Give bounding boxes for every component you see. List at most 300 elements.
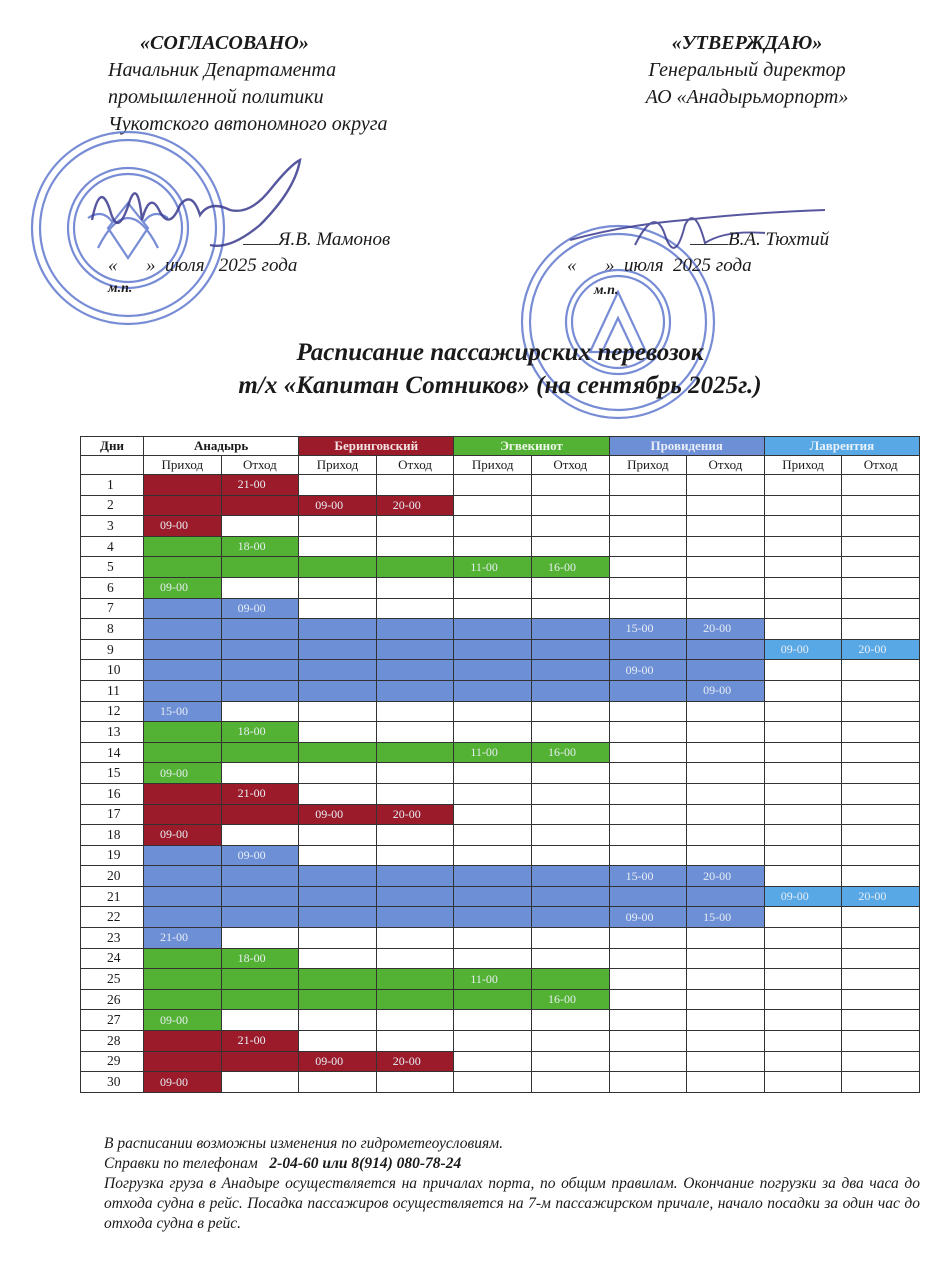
anadyr-arrival-cell [144, 783, 222, 804]
table-row [81, 907, 920, 928]
lavrentiya-departure-cell [842, 475, 920, 496]
provideniya-arrival-cell [609, 495, 687, 516]
provideniya-departure-cell [687, 804, 765, 825]
lavrentiya-departure-cell [842, 763, 920, 784]
day-cell: 28 [81, 1031, 144, 1052]
day-cell: 9 [81, 639, 144, 660]
day-cell: 11 [81, 680, 144, 701]
anadyr-arrival-cell [144, 886, 222, 907]
provideniya-departure-cell [687, 825, 765, 846]
departure-header: Отход [842, 456, 920, 475]
provideniya-arrival-cell [609, 886, 687, 907]
anadyr-arrival-cell [144, 804, 222, 825]
provideniya-arrival-cell [609, 639, 687, 660]
lavrentiya-departure-cell [842, 1010, 920, 1031]
lavrentiya-departure-cell [842, 1051, 920, 1072]
beringovsky-arrival-cell [299, 886, 377, 907]
anadyr-arrival-cell: 09-00 [144, 516, 222, 537]
beringovsky-departure-cell [376, 475, 454, 496]
beringovsky-arrival-cell [299, 742, 377, 763]
egvekinot-arrival-cell: 11-00 [454, 557, 532, 578]
lavrentiya-arrival-cell [764, 969, 842, 990]
lavrentiya-arrival-cell [764, 557, 842, 578]
provideniya-arrival-cell [609, 948, 687, 969]
anadyr-arrival-cell [144, 680, 222, 701]
notes-line-3: Погрузка груза в Анадыре осуществляется на причалах порта, по общим правилам. Окончание погрузки за два часа до отхода судна в рейс. Посадка пассажиров осуществляется на 7-м пассажирском причале, начало посадки за один час до отхода судна в рейс. [104, 1175, 920, 1232]
beringovsky-arrival-cell [299, 701, 377, 722]
port-header-egvekinot: Эгвекинот [454, 437, 609, 456]
provideniya-departure-cell [687, 969, 765, 990]
egvekinot-departure-cell [531, 639, 609, 660]
approval-left-stamp-mark: м.п. [108, 281, 133, 296]
provideniya-arrival-cell [609, 577, 687, 598]
beringovsky-departure-cell: 20-00 [376, 804, 454, 825]
beringovsky-arrival-cell [299, 475, 377, 496]
approval-left-position-2: промышленной политики [108, 86, 324, 108]
lavrentiya-departure-cell [842, 660, 920, 681]
lavrentiya-arrival-cell [764, 495, 842, 516]
egvekinot-departure-cell [531, 804, 609, 825]
beringovsky-departure-cell [376, 1031, 454, 1052]
day-cell: 24 [81, 948, 144, 969]
anadyr-arrival-cell [144, 866, 222, 887]
table-row [81, 989, 920, 1010]
anadyr-arrival-cell [144, 639, 222, 660]
lavrentiya-arrival-cell [764, 763, 842, 784]
table-row [81, 598, 920, 619]
beringovsky-arrival-cell [299, 619, 377, 640]
lavrentiya-departure-cell [842, 825, 920, 846]
day-cell: 26 [81, 989, 144, 1010]
lavrentiya-departure-cell [842, 783, 920, 804]
notes-line-1: В расписании возможны изменения по гидрометеоусловиям. [104, 1135, 503, 1152]
anadyr-arrival-cell [144, 989, 222, 1010]
provideniya-departure-cell [687, 928, 765, 949]
provideniya-arrival-cell [609, 763, 687, 784]
egvekinot-arrival-cell [454, 989, 532, 1010]
egvekinot-departure-cell [531, 577, 609, 598]
egvekinot-arrival-cell [454, 1010, 532, 1031]
departure-header: Отход [687, 456, 765, 475]
egvekinot-arrival-cell [454, 928, 532, 949]
beringovsky-departure-cell [376, 1010, 454, 1031]
port-header-anadyr: Анадырь [144, 437, 299, 456]
approval-right-date: « » июля 2025 года [567, 255, 752, 276]
egvekinot-departure-cell [531, 783, 609, 804]
provideniya-departure-cell [687, 577, 765, 598]
anadyr-arrival-cell [144, 495, 222, 516]
anadyr-arrival-cell [144, 1051, 222, 1072]
lavrentiya-arrival-cell [764, 475, 842, 496]
day-cell: 14 [81, 742, 144, 763]
beringovsky-departure-cell [376, 536, 454, 557]
lavrentiya-arrival-cell [764, 619, 842, 640]
beringovsky-arrival-cell [299, 989, 377, 1010]
provideniya-departure-cell [687, 742, 765, 763]
lavrentiya-arrival-cell [764, 783, 842, 804]
lavrentiya-arrival-cell [764, 989, 842, 1010]
table-row [81, 948, 920, 969]
egvekinot-departure-cell [531, 1072, 609, 1093]
anadyr-departure-cell: 18-00 [221, 722, 299, 743]
provideniya-arrival-cell [609, 1072, 687, 1093]
egvekinot-departure-cell: 16-00 [531, 557, 609, 578]
lavrentiya-departure-cell [842, 948, 920, 969]
beringovsky-arrival-cell: 09-00 [299, 804, 377, 825]
provideniya-departure-cell [687, 557, 765, 578]
egvekinot-arrival-cell: 11-00 [454, 969, 532, 990]
provideniya-arrival-cell [609, 928, 687, 949]
beringovsky-departure-cell [376, 825, 454, 846]
beringovsky-arrival-cell [299, 969, 377, 990]
arrival-header: Приход [454, 456, 532, 475]
beringovsky-departure-cell [376, 557, 454, 578]
table-row [81, 577, 920, 598]
beringovsky-arrival-cell [299, 907, 377, 928]
provideniya-departure-cell [687, 701, 765, 722]
day-cell: 8 [81, 619, 144, 640]
table-row [81, 804, 920, 825]
anadyr-arrival-cell: 09-00 [144, 1010, 222, 1031]
egvekinot-departure-cell [531, 701, 609, 722]
egvekinot-departure-cell [531, 1031, 609, 1052]
table-row [81, 783, 920, 804]
beringovsky-departure-cell [376, 516, 454, 537]
provideniya-departure-cell [687, 722, 765, 743]
phone-label: Справки по телефонам [104, 1155, 258, 1172]
approval-left-position-3: Чукотского автономного округа [108, 113, 388, 135]
egvekinot-arrival-cell [454, 1051, 532, 1072]
lavrentiya-arrival-cell [764, 845, 842, 866]
egvekinot-arrival-cell [454, 701, 532, 722]
table-row [81, 1031, 920, 1052]
beringovsky-arrival-cell [299, 557, 377, 578]
provideniya-departure-cell [687, 598, 765, 619]
lavrentiya-arrival-cell [764, 1010, 842, 1031]
arrival-header: Приход [764, 456, 842, 475]
beringovsky-arrival-cell [299, 639, 377, 660]
beringovsky-departure-cell: 20-00 [376, 495, 454, 516]
approval-left-title: «СОГЛАСОВАНО» [140, 32, 309, 54]
anadyr-arrival-cell: 09-00 [144, 763, 222, 784]
provideniya-arrival-cell [609, 783, 687, 804]
provideniya-departure-cell [687, 783, 765, 804]
lavrentiya-departure-cell [842, 989, 920, 1010]
provideniya-arrival-cell [609, 1031, 687, 1052]
table-row [81, 619, 920, 640]
lavrentiya-arrival-cell [764, 1072, 842, 1093]
approval-left [108, 30, 388, 138]
provideniya-arrival-cell [609, 1010, 687, 1031]
egvekinot-arrival-cell: 11-00 [454, 742, 532, 763]
lavrentiya-departure-cell [842, 577, 920, 598]
egvekinot-arrival-cell [454, 783, 532, 804]
beringovsky-arrival-cell [299, 928, 377, 949]
beringovsky-arrival-cell [299, 577, 377, 598]
lavrentiya-departure-cell [842, 907, 920, 928]
beringovsky-departure-cell [376, 763, 454, 784]
provideniya-arrival-cell [609, 516, 687, 537]
lavrentiya-departure-cell [842, 928, 920, 949]
days-subheader [81, 456, 144, 475]
lavrentiya-departure-cell: 20-00 [842, 886, 920, 907]
day-cell: 18 [81, 825, 144, 846]
egvekinot-arrival-cell [454, 495, 532, 516]
table-row [81, 680, 920, 701]
egvekinot-arrival-cell [454, 536, 532, 557]
egvekinot-departure-cell [531, 907, 609, 928]
egvekinot-arrival-cell [454, 845, 532, 866]
anadyr-arrival-cell [144, 557, 222, 578]
anadyr-departure-cell: 18-00 [221, 536, 299, 557]
approval-right-position-1: Генеральный директор [648, 59, 846, 81]
egvekinot-departure-cell: 16-00 [531, 742, 609, 763]
approval-left-position-1: Начальник Департамента [108, 59, 337, 81]
egvekinot-arrival-cell [454, 619, 532, 640]
table-row [81, 928, 920, 949]
beringovsky-departure-cell [376, 742, 454, 763]
provideniya-arrival-cell [609, 598, 687, 619]
table-row [81, 722, 920, 743]
beringovsky-departure-cell [376, 1072, 454, 1093]
day-cell: 17 [81, 804, 144, 825]
lavrentiya-departure-cell [842, 701, 920, 722]
day-cell: 27 [81, 1010, 144, 1031]
beringovsky-arrival-cell [299, 680, 377, 701]
beringovsky-departure-cell [376, 928, 454, 949]
egvekinot-arrival-cell [454, 639, 532, 660]
beringovsky-departure-cell [376, 577, 454, 598]
anadyr-departure-cell [221, 907, 299, 928]
beringovsky-arrival-cell [299, 516, 377, 537]
egvekinot-departure-cell [531, 475, 609, 496]
lavrentiya-arrival-cell: 09-00 [764, 639, 842, 660]
lavrentiya-departure-cell [842, 619, 920, 640]
day-cell: 21 [81, 886, 144, 907]
egvekinot-departure-cell [531, 660, 609, 681]
beringovsky-arrival-cell: 09-00 [299, 1051, 377, 1072]
provideniya-arrival-cell: 09-00 [609, 660, 687, 681]
anadyr-arrival-cell [144, 619, 222, 640]
egvekinot-arrival-cell [454, 1031, 532, 1052]
day-cell: 6 [81, 577, 144, 598]
anadyr-arrival-cell: 09-00 [144, 1072, 222, 1093]
egvekinot-arrival-cell [454, 907, 532, 928]
departure-header: Отход [221, 456, 299, 475]
egvekinot-departure-cell [531, 948, 609, 969]
provideniya-arrival-cell: 09-00 [609, 907, 687, 928]
lavrentiya-departure-cell [842, 598, 920, 619]
provideniya-departure-cell [687, 763, 765, 784]
provideniya-departure-cell [687, 989, 765, 1010]
provideniya-departure-cell [687, 1072, 765, 1093]
beringovsky-departure-cell [376, 619, 454, 640]
anadyr-departure-cell [221, 825, 299, 846]
beringovsky-arrival-cell [299, 598, 377, 619]
provideniya-arrival-cell [609, 742, 687, 763]
egvekinot-arrival-cell [454, 763, 532, 784]
provideniya-arrival-cell [609, 845, 687, 866]
lavrentiya-arrival-cell [764, 516, 842, 537]
egvekinot-departure-cell [531, 1010, 609, 1031]
anadyr-departure-cell [221, 763, 299, 784]
lavrentiya-departure-cell [842, 722, 920, 743]
anadyr-departure-cell [221, 557, 299, 578]
anadyr-arrival-cell: 09-00 [144, 825, 222, 846]
beringovsky-departure-cell [376, 660, 454, 681]
notes [104, 1134, 920, 1234]
columns-header-row [81, 456, 920, 475]
egvekinot-departure-cell [531, 598, 609, 619]
anadyr-departure-cell [221, 639, 299, 660]
lavrentiya-departure-cell [842, 742, 920, 763]
table-row [81, 660, 920, 681]
provideniya-departure-cell [687, 639, 765, 660]
lavrentiya-arrival-cell [764, 825, 842, 846]
anadyr-arrival-cell [144, 1031, 222, 1052]
provideniya-arrival-cell [609, 989, 687, 1010]
egvekinot-arrival-cell [454, 804, 532, 825]
anadyr-departure-cell [221, 680, 299, 701]
anadyr-departure-cell [221, 804, 299, 825]
table-row [81, 825, 920, 846]
anadyr-departure-cell: 09-00 [221, 598, 299, 619]
beringovsky-departure-cell [376, 948, 454, 969]
lavrentiya-departure-cell [842, 969, 920, 990]
egvekinot-departure-cell: 16-00 [531, 989, 609, 1010]
day-cell: 2 [81, 495, 144, 516]
egvekinot-departure-cell [531, 845, 609, 866]
egvekinot-arrival-cell [454, 886, 532, 907]
anadyr-departure-cell [221, 886, 299, 907]
lavrentiya-departure-cell [842, 1072, 920, 1093]
day-cell: 23 [81, 928, 144, 949]
beringovsky-departure-cell [376, 598, 454, 619]
egvekinot-departure-cell [531, 928, 609, 949]
anadyr-departure-cell [221, 516, 299, 537]
lavrentiya-arrival-cell: 09-00 [764, 886, 842, 907]
table-row [81, 1051, 920, 1072]
provideniya-departure-cell [687, 1051, 765, 1072]
day-cell: 13 [81, 722, 144, 743]
provideniya-arrival-cell [609, 1051, 687, 1072]
beringovsky-arrival-cell [299, 866, 377, 887]
title-line-1: Расписание пассажирских перевозок [296, 339, 704, 366]
anadyr-departure-cell [221, 619, 299, 640]
days-header: Дни [81, 437, 144, 456]
provideniya-departure-cell: 15-00 [687, 907, 765, 928]
port-header-provideniya: Провидения [609, 437, 764, 456]
egvekinot-departure-cell [531, 969, 609, 990]
provideniya-departure-cell [687, 516, 765, 537]
beringovsky-departure-cell [376, 866, 454, 887]
lavrentiya-arrival-cell [764, 804, 842, 825]
anadyr-arrival-cell [144, 742, 222, 763]
beringovsky-departure-cell [376, 886, 454, 907]
beringovsky-arrival-cell [299, 845, 377, 866]
beringovsky-departure-cell [376, 680, 454, 701]
day-cell: 20 [81, 866, 144, 887]
lavrentiya-departure-cell [842, 845, 920, 866]
egvekinot-arrival-cell [454, 1072, 532, 1093]
lavrentiya-arrival-cell [764, 928, 842, 949]
schedule-table [80, 436, 920, 1093]
phone-numbers: 2-04-60 или 8(914) 080-78-24 [269, 1155, 462, 1172]
day-cell: 15 [81, 763, 144, 784]
lavrentiya-departure-cell [842, 516, 920, 537]
arrival-header: Приход [609, 456, 687, 475]
anadyr-departure-cell [221, 701, 299, 722]
day-cell: 7 [81, 598, 144, 619]
lavrentiya-arrival-cell [764, 1031, 842, 1052]
day-cell: 19 [81, 845, 144, 866]
provideniya-departure-cell [687, 948, 765, 969]
table-row [81, 886, 920, 907]
day-cell: 4 [81, 536, 144, 557]
day-cell: 22 [81, 907, 144, 928]
provideniya-arrival-cell [609, 557, 687, 578]
egvekinot-arrival-cell [454, 825, 532, 846]
egvekinot-arrival-cell [454, 680, 532, 701]
day-cell: 25 [81, 969, 144, 990]
day-cell: 29 [81, 1051, 144, 1072]
anadyr-departure-cell [221, 1072, 299, 1093]
page-title [80, 336, 920, 402]
table-row [81, 701, 920, 722]
arrival-header: Приход [144, 456, 222, 475]
table-row [81, 557, 920, 578]
provideniya-departure-cell: 20-00 [687, 866, 765, 887]
lavrentiya-arrival-cell [764, 1051, 842, 1072]
anadyr-departure-cell [221, 742, 299, 763]
egvekinot-arrival-cell [454, 516, 532, 537]
anadyr-departure-cell: 21-00 [221, 1031, 299, 1052]
anadyr-departure-cell [221, 1051, 299, 1072]
anadyr-departure-cell [221, 866, 299, 887]
arrival-header: Приход [299, 456, 377, 475]
table-row [81, 845, 920, 866]
provideniya-departure-cell [687, 660, 765, 681]
egvekinot-departure-cell [531, 495, 609, 516]
provideniya-departure-cell [687, 1010, 765, 1031]
egvekinot-arrival-cell [454, 948, 532, 969]
approval-right-signer: В.А. Тюхтий [690, 229, 829, 251]
lavrentiya-arrival-cell [764, 536, 842, 557]
anadyr-departure-cell [221, 928, 299, 949]
table-row [81, 495, 920, 516]
beringovsky-arrival-cell [299, 722, 377, 743]
ports-header-row [81, 437, 920, 456]
provideniya-departure-cell: 09-00 [687, 680, 765, 701]
table-row [81, 763, 920, 784]
lavrentiya-arrival-cell [764, 866, 842, 887]
approval-right-stamp-mark: м.п. [594, 283, 619, 298]
lavrentiya-arrival-cell [764, 948, 842, 969]
port-header-beringovsky: Беринговский [299, 437, 454, 456]
egvekinot-arrival-cell [454, 722, 532, 743]
beringovsky-arrival-cell [299, 1010, 377, 1031]
beringovsky-arrival-cell [299, 1072, 377, 1093]
approval-right [612, 30, 882, 111]
anadyr-arrival-cell [144, 907, 222, 928]
provideniya-departure-cell [687, 845, 765, 866]
provideniya-arrival-cell [609, 969, 687, 990]
anadyr-arrival-cell: 21-00 [144, 928, 222, 949]
lavrentiya-departure-cell [842, 1031, 920, 1052]
anadyr-arrival-cell [144, 475, 222, 496]
beringovsky-arrival-cell: 09-00 [299, 495, 377, 516]
day-cell: 1 [81, 475, 144, 496]
